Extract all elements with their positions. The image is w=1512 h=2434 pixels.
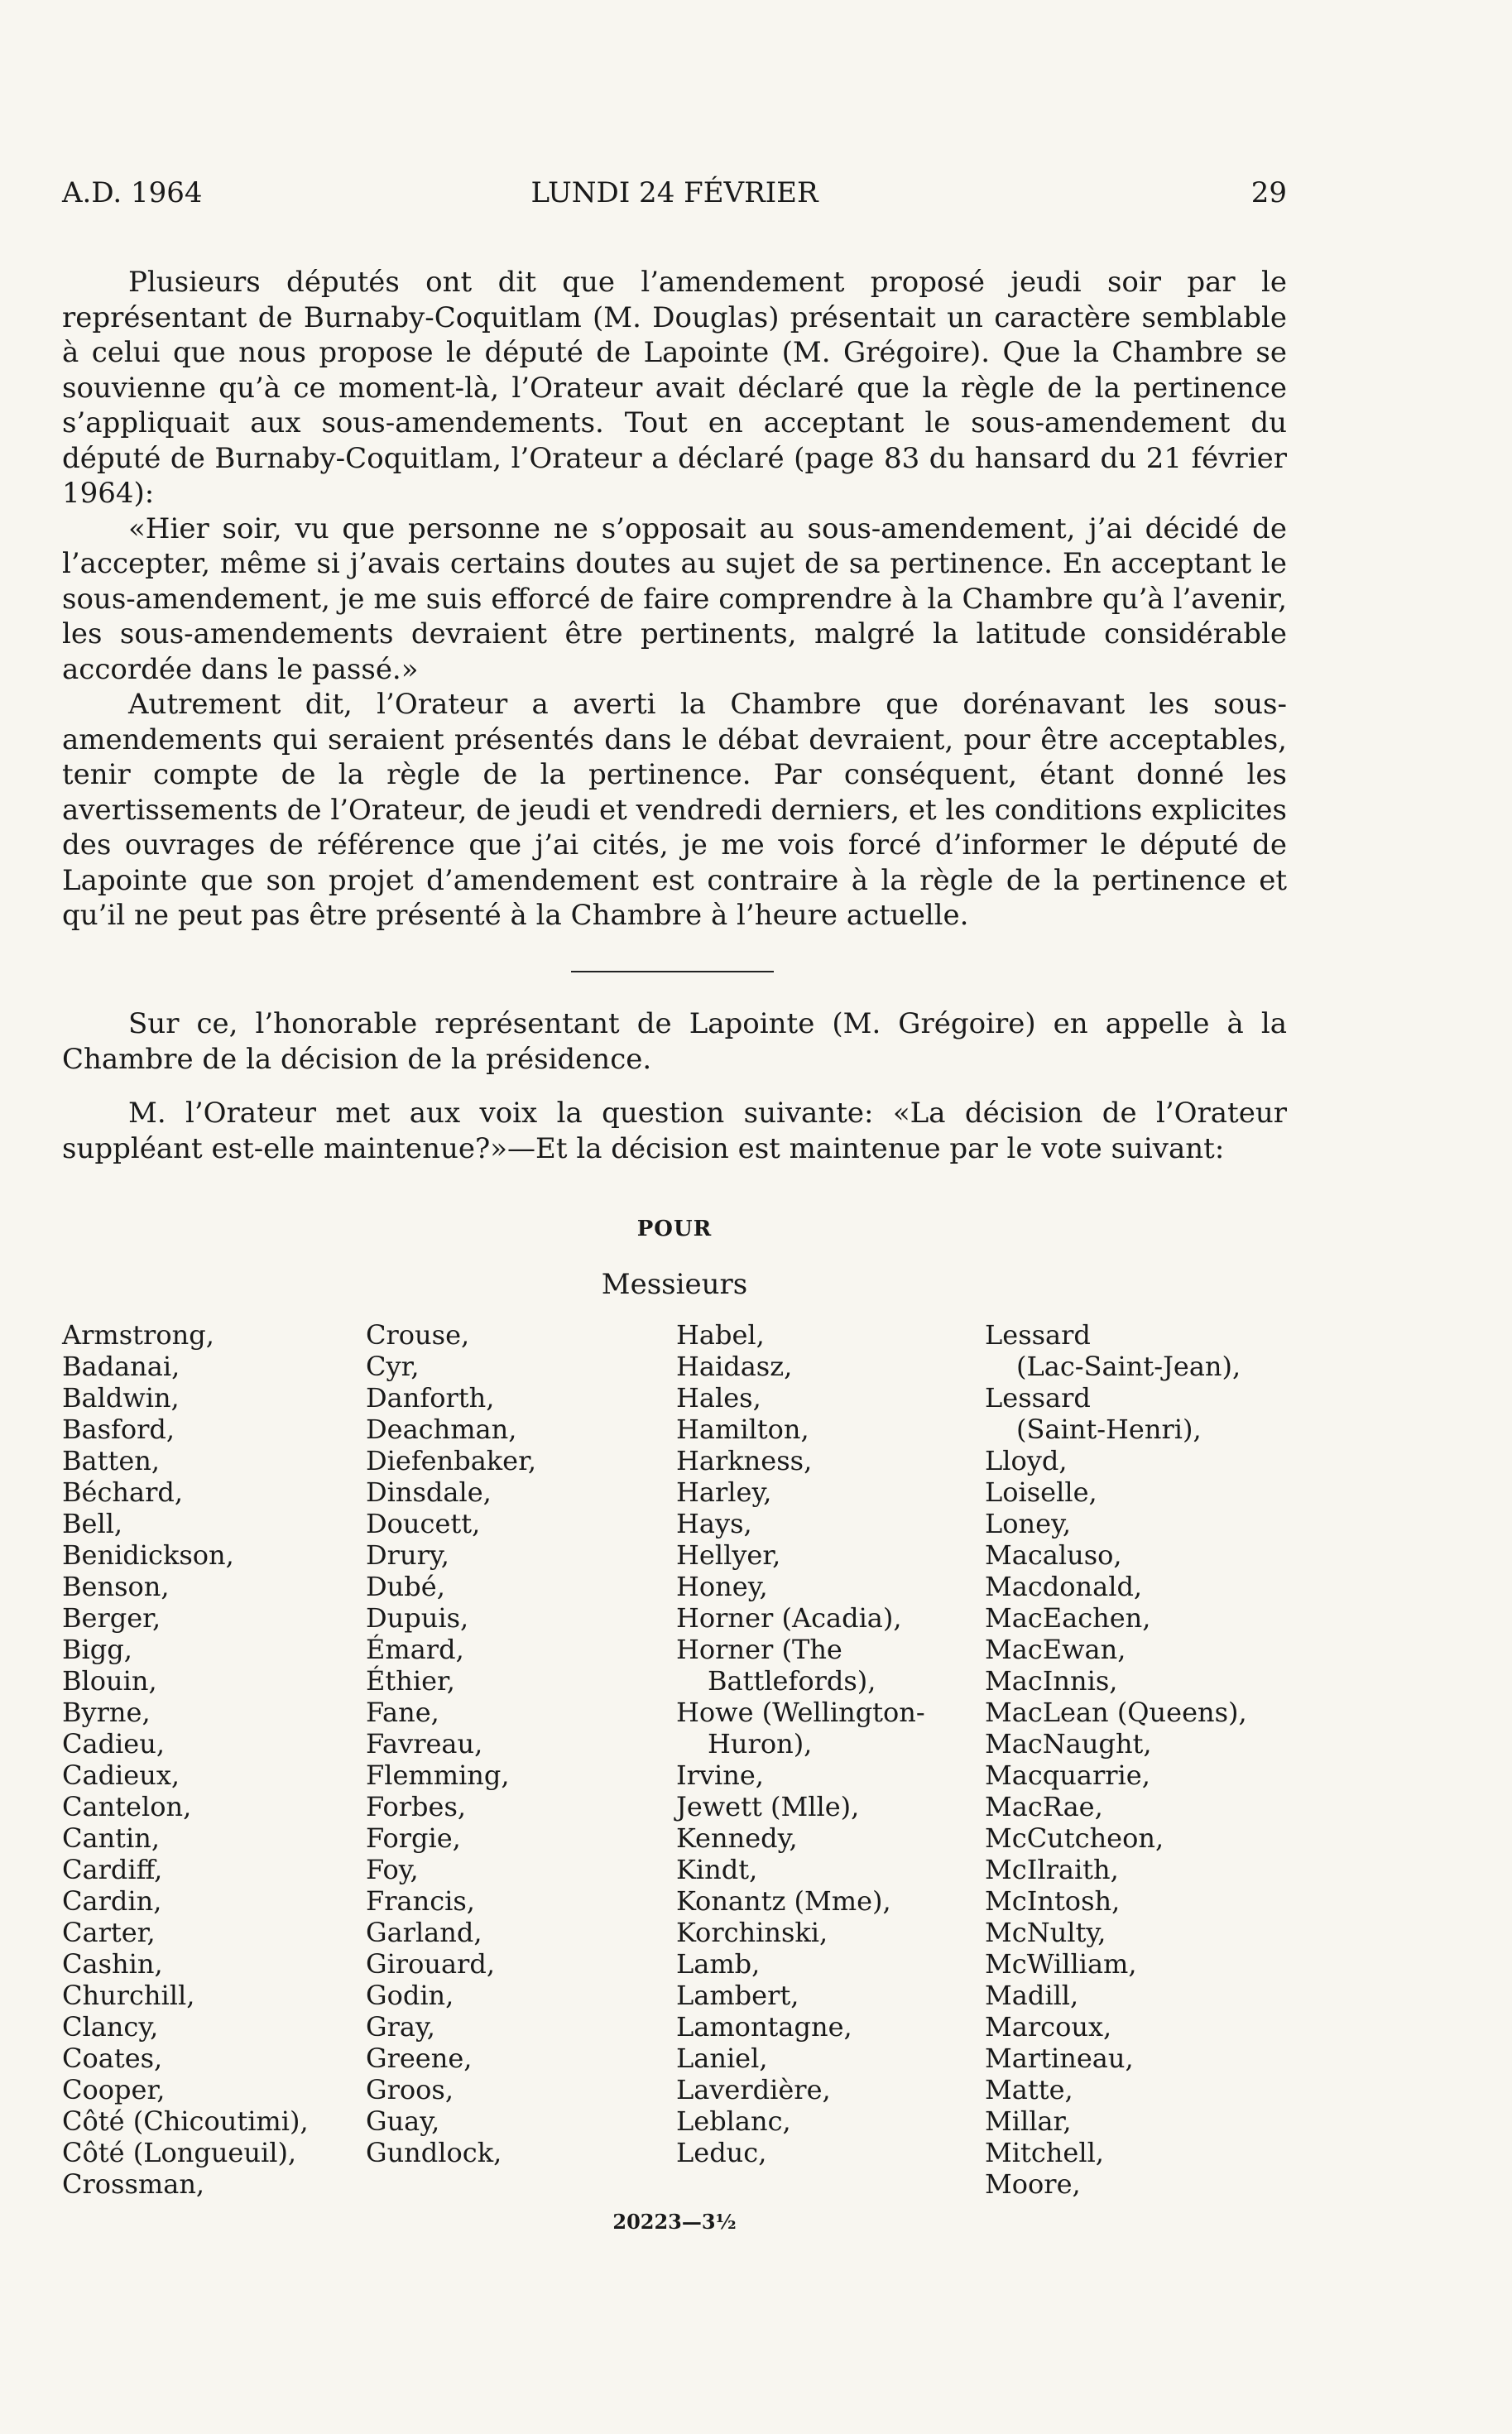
member-name: Cadieu,	[62, 1728, 165, 1759]
member-name: Cantin,	[62, 1822, 161, 1854]
member-name: Madill,	[985, 1980, 1079, 2011]
paragraph-appeal: Sur ce, l’honorable représentant de Lapointe (M. Grégoire) en appelle à la Chambre de la décision de la présidence.	[62, 1007, 1287, 1076]
member-name: Béchard,	[62, 1476, 184, 1508]
member-name: Cooper,	[62, 2074, 166, 2105]
member-name: Byrne,	[62, 1697, 151, 1728]
member-name: Moore,	[985, 2168, 1081, 2200]
paragraph-1: Plusieurs députés ont dit que l’amendement proposé jeudi soir par le représentant de Burnaby-Coquitlam (M. Douglas) présentait un caractère semblable à celui que nous propose le député de Lapointe (M. Grégoire). Que la Chambre se souvienne qu’à ce moment-là, l’Orateur avait déclaré que la règle de la pertinence s’appliquait aux sous-amendements. Tout en acceptant le sous-amendement du député de Burnaby-Coquitlam, l’Orateur a déclaré (page 83 du hansard du 21 février 1964):	[62, 266, 1287, 510]
member-name: Horner (The	[676, 1634, 842, 1665]
member-name: Badanai,	[62, 1351, 180, 1382]
page-header	[62, 176, 1287, 213]
member-name: Irvine,	[676, 1759, 764, 1791]
member-name: Danforth,	[366, 1382, 495, 1414]
member-name: Fane,	[366, 1697, 439, 1728]
member-name: Greene,	[366, 2043, 473, 2074]
member-name: Mitchell,	[985, 2137, 1104, 2168]
member-name: Lambert,	[676, 1980, 799, 2011]
member-name: Lessard	[985, 1382, 1091, 1414]
member-name: Doucett,	[366, 1508, 481, 1539]
member-name: Martineau,	[985, 2043, 1134, 2074]
member-name: Hays,	[676, 1508, 752, 1539]
member-name: Bell,	[62, 1508, 123, 1539]
member-name: Diefenbaker,	[366, 1445, 537, 1476]
member-name: McNulty,	[985, 1917, 1106, 1948]
header-year: A.D. 1964	[62, 176, 203, 209]
member-name: Benson,	[62, 1571, 170, 1602]
name-column-3	[676, 1319, 982, 2168]
member-name: Favreau,	[366, 1728, 483, 1759]
member-name: Hellyer,	[676, 1539, 781, 1571]
member-name: McWilliam,	[985, 1948, 1137, 1980]
member-name: Groos,	[366, 2074, 454, 2105]
member-name: Laniel,	[676, 2043, 768, 2074]
member-name: Blouin,	[62, 1665, 157, 1697]
member-name: Drury,	[366, 1539, 449, 1571]
vote-name-list	[62, 1319, 1320, 2213]
member-name: Loiselle,	[985, 1476, 1097, 1508]
member-name: Huron),	[708, 1728, 813, 1759]
member-name: Basford,	[62, 1414, 175, 1445]
member-name: Côté (Longueuil),	[62, 2137, 297, 2168]
member-name: Cashin,	[62, 1948, 163, 1980]
member-name: Loney,	[985, 1508, 1072, 1539]
member-name: Konantz (Mme),	[676, 1885, 891, 1917]
member-name: Lloyd,	[985, 1445, 1068, 1476]
member-name: Cadieux,	[62, 1759, 180, 1791]
member-name: Baldwin,	[62, 1382, 180, 1414]
member-name: MacInnis,	[985, 1665, 1118, 1697]
member-name: Haidasz,	[676, 1351, 793, 1382]
member-name: Churchill,	[62, 1980, 195, 2011]
member-name: Honey,	[676, 1571, 768, 1602]
member-name: Habel,	[676, 1319, 765, 1351]
member-name: Crossman,	[62, 2168, 205, 2200]
paragraph-vote-question: M. l’Orateur met aux voix la question suivante: «La décision de l’Orateur suppléant est-elle maintenue?»—Et la décision est maintenue par le vote suivant:	[62, 1097, 1287, 1165]
member-name: Laverdière,	[676, 2074, 831, 2105]
member-name: Éthier,	[366, 1665, 455, 1697]
member-name: Cyr,	[366, 1351, 420, 1382]
member-name: Lessard	[985, 1319, 1091, 1351]
member-name: Côté (Chicoutimi),	[62, 2105, 309, 2137]
member-name: Benidickson,	[62, 1539, 234, 1571]
member-name: Horner (Acadia),	[676, 1602, 902, 1634]
member-name: Armstrong,	[62, 1319, 214, 1351]
member-name: McIlraith,	[985, 1854, 1119, 1885]
member-name: Millar,	[985, 2105, 1072, 2137]
name-column-2	[366, 1319, 672, 2168]
name-column-4	[985, 1319, 1291, 2200]
member-name: McCutcheon,	[985, 1822, 1164, 1854]
member-name: Howe (Wellington-	[676, 1697, 925, 1728]
member-name: Cantelon,	[62, 1791, 192, 1822]
member-name: Macaluso,	[985, 1539, 1122, 1571]
member-name: Jewett (Mlle),	[676, 1791, 860, 1822]
member-name: Battlefords),	[708, 1665, 876, 1697]
member-name: Lamb,	[676, 1948, 761, 1980]
member-name: Clancy,	[62, 2011, 159, 2043]
member-name: Foy,	[366, 1854, 419, 1885]
member-name: Francis,	[366, 1885, 475, 1917]
member-name: Dupuis,	[366, 1602, 469, 1634]
member-name: (Lac-Saint-Jean),	[1016, 1351, 1241, 1382]
member-name: Macquarrie,	[985, 1759, 1150, 1791]
page-footer-code: 20223—3½	[612, 2210, 737, 2234]
member-name: Coates,	[62, 2043, 163, 2074]
member-name: (Saint-Henri),	[1016, 1414, 1202, 1445]
motion-text	[62, 1006, 1287, 1185]
member-name: Deachman,	[366, 1414, 517, 1445]
header-date: LUNDI 24 FÉVRIER	[530, 176, 818, 209]
member-name: Godin,	[366, 1980, 454, 2011]
member-name: MacRae,	[985, 1791, 1103, 1822]
member-name: Korchinski,	[676, 1917, 828, 1948]
member-name: Émard,	[366, 1634, 464, 1665]
member-name: Forgie,	[366, 1822, 461, 1854]
member-name: Girouard,	[366, 1948, 495, 1980]
member-name: Forbes,	[366, 1791, 467, 1822]
member-name: Garland,	[366, 1917, 482, 1948]
member-name: MacEachen,	[985, 1602, 1151, 1634]
member-name: Harley,	[676, 1476, 772, 1508]
member-name: MacLean (Queens),	[985, 1697, 1247, 1728]
member-name: Gray,	[366, 2011, 435, 2043]
member-name: Batten,	[62, 1445, 161, 1476]
member-name: Kennedy,	[676, 1822, 798, 1854]
member-name: Leblanc,	[676, 2105, 791, 2137]
member-name: Matte,	[985, 2074, 1073, 2105]
member-name: Carter,	[62, 1917, 156, 1948]
member-name: Hales,	[676, 1382, 761, 1414]
member-name: Leduc,	[676, 2137, 767, 2168]
member-name: Marcoux,	[985, 2011, 1112, 2043]
member-name: Guay,	[366, 2105, 440, 2137]
member-name: Gundlock,	[366, 2137, 502, 2168]
vote-messieurs-heading: Messieurs	[601, 1268, 748, 1301]
page-number: 29	[1250, 176, 1287, 209]
paragraph-quote: «Hier soir, vu que personne ne s’opposait au sous-amendement, j’ai décidé de l’accepter, même si j’avais certains doutes au sujet de sa pertinence. En acceptant le sous-amendement, je me suis efforcé de faire comprendre à la Chambre qu’à l’avenir, les sous-amendements devraient être pertinents, malgré la latitude considérable accordée dans le passé.»	[62, 511, 1287, 686]
member-name: MacNaught,	[985, 1728, 1152, 1759]
member-name: MacEwan,	[985, 1634, 1126, 1665]
member-name: Macdonald,	[985, 1571, 1143, 1602]
member-name: Cardin,	[62, 1885, 162, 1917]
member-name: Cardiff,	[62, 1854, 163, 1885]
member-name: Harkness,	[676, 1445, 813, 1476]
member-name: Lamontagne,	[676, 2011, 852, 2043]
member-name: McIntosh,	[985, 1885, 1121, 1917]
name-column-1	[62, 1319, 368, 2200]
member-name: Flemming,	[366, 1759, 510, 1791]
body-text	[62, 265, 1287, 934]
paragraph-3: Autrement dit, l’Orateur a averti la Chambre que dorénavant les sous-amendements qui seraient présentés dans le débat devraient, pour être acceptables, tenir compte de la règle de la pertinence. Par conséquent, étant donné les avertissements de l’Orateur, de jeudi et vendredi derniers, et les conditions explicites des ouvrages de référence que j’ai cités, je me vois forcé d’informer le député de Lapointe que son projet d’amendement est contraire à la règle de la pertinence et qu’il ne peut pas être présenté à la Chambre à l’heure actuelle.	[62, 688, 1287, 932]
member-name: Dinsdale,	[366, 1476, 492, 1508]
member-name: Hamilton,	[676, 1414, 809, 1445]
member-name: Crouse,	[366, 1319, 470, 1351]
member-name: Bigg,	[62, 1634, 132, 1665]
member-name: Berger,	[62, 1602, 161, 1634]
member-name: Kindt,	[676, 1854, 758, 1885]
member-name: Dubé,	[366, 1571, 445, 1602]
section-divider	[571, 971, 774, 972]
vote-pour-heading: POUR	[636, 1217, 713, 1241]
